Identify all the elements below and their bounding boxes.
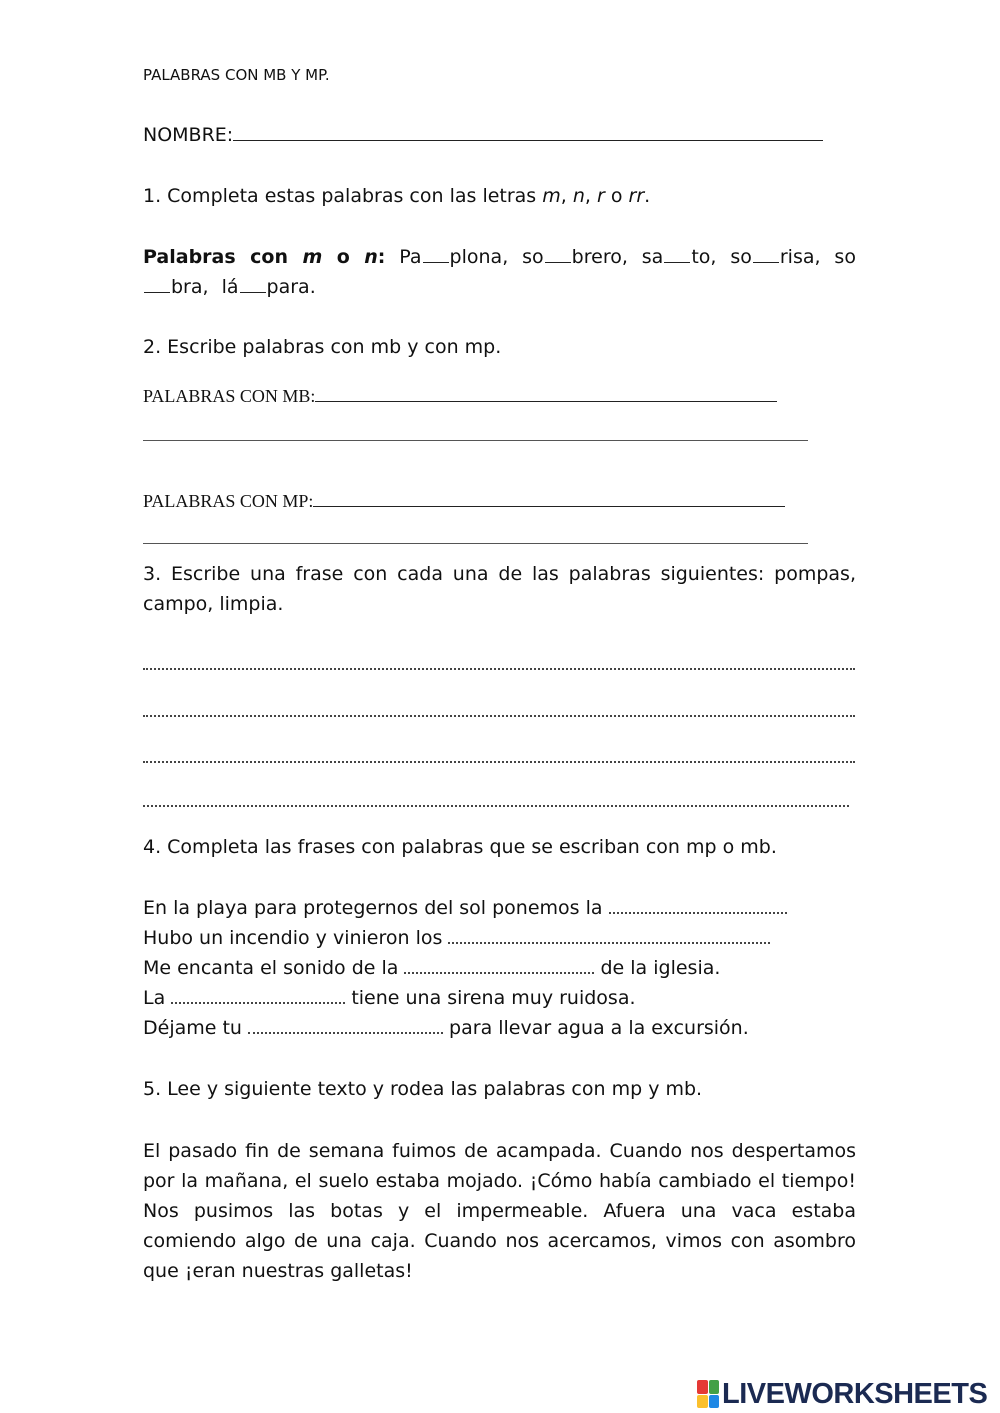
letter-blank[interactable]: [664, 244, 690, 263]
mb-answer-line-1[interactable]: [315, 381, 777, 402]
sentence-text: Déjame tu: [143, 1017, 249, 1039]
reading-text[interactable]: El pasado fin de semana fuimos de acampada. Cuando nos despertamos por la mañana, el suelo estaba mojado. ¡Cómo había cambiado el tiempo! Nos pusimos las botas y el impermeable. Afuera una vaca estaba comiendo algo de una caja. Cuando nos acercamos, vimos con asombro que ¡eran nuestras galletas!: [143, 1140, 856, 1282]
word-prefix: lá: [208, 276, 239, 298]
sentence-text: de la iglesia.: [594, 957, 721, 979]
ex1-instruction-text: 1. Completa estas palabras con las letras: [143, 185, 543, 207]
answer-blank[interactable]: [609, 894, 787, 914]
sentence-line-2[interactable]: [143, 713, 855, 717]
sentence-line-3[interactable]: [143, 759, 855, 763]
ex1-bold-label: Palabras con m o n:: [143, 246, 386, 268]
answer-blank[interactable]: [404, 954, 594, 974]
fill-sentence-4: [143, 983, 636, 1013]
name-field-row: [143, 118, 823, 150]
exercise-1-instruction: [143, 181, 650, 211]
exercise-2-instruction: 2. Escribe palabras con mb y con mp.: [143, 336, 502, 358]
word-prefix: so: [508, 246, 544, 268]
sentence-text: La: [143, 987, 172, 1009]
answer-blank[interactable]: [448, 924, 770, 944]
letter-blank[interactable]: [144, 274, 170, 293]
fill-sentence-5: [143, 1013, 749, 1043]
word-suffix: to,: [691, 246, 717, 268]
liveworksheets-logo: [697, 1378, 987, 1410]
mp-answer-line-2[interactable]: [143, 543, 808, 544]
ex1-letter-m: m: [542, 185, 561, 207]
ex1-sep: ,: [560, 185, 573, 207]
fill-sentence-1: [143, 893, 787, 923]
ex1-sep: ,: [584, 185, 598, 207]
mp-words-row: [143, 486, 785, 516]
ex1-letter-n: n: [572, 185, 585, 207]
word-suffix: para.: [266, 276, 316, 298]
ex1-sep: o: [604, 185, 629, 207]
mp-answer-line-1[interactable]: [313, 486, 785, 507]
liveworksheets-icon: [697, 1380, 719, 1408]
sentence-text: En la playa para protegernos del sol ponemos la: [143, 897, 609, 919]
name-label: NOMBRE:: [143, 124, 234, 146]
ex1-sep: .: [644, 185, 651, 207]
word-prefix: Pa: [385, 246, 422, 268]
ex1-letter-r: r: [597, 185, 605, 207]
word-suffix: plona,: [449, 246, 509, 268]
answer-blank[interactable]: [248, 1014, 443, 1034]
fill-sentence-3: [143, 953, 720, 983]
word-suffix: brero,: [571, 246, 628, 268]
mb-label: PALABRAS CON MB:: [143, 386, 316, 406]
name-input-line[interactable]: [233, 118, 823, 141]
sentence-text: para llevar agua a la excursión.: [443, 1017, 749, 1039]
word-prefix: so: [716, 246, 752, 268]
answer-blank[interactable]: [171, 984, 345, 1004]
letter-blank[interactable]: [545, 244, 571, 263]
letter-blank[interactable]: [240, 274, 266, 293]
word-prefix: sa: [627, 246, 664, 268]
letter-blank[interactable]: [753, 244, 779, 263]
sentence-line-4[interactable]: [143, 803, 849, 807]
exercise-4-instruction: 4. Completa las frases con palabras que se escriban con mp o mb.: [143, 836, 777, 858]
mb-answer-line-2[interactable]: [143, 440, 808, 441]
sentence-text: Hubo un incendio y vinieron los: [143, 927, 449, 949]
fill-sentence-2: [143, 923, 770, 953]
exercise-1-words: [143, 242, 856, 302]
worksheet-title: PALABRAS CON MB Y MP.: [143, 66, 330, 84]
exercise-3-instruction: 3. Escribe una frase con cada una de las palabras siguientes: pompas, campo, limpia.: [143, 563, 856, 615]
exercise-5-instruction: 5. Lee y siguiente texto y rodea las palabras con mp y mb.: [143, 1078, 703, 1100]
mb-words-row: [143, 381, 777, 411]
ex1-letter-rr: rr: [628, 185, 645, 207]
letter-blank[interactable]: [423, 244, 449, 263]
sentence-text: tiene una sirena muy ruidosa.: [345, 987, 636, 1009]
mp-label: PALABRAS CON MP:: [143, 491, 314, 511]
sentence-text: Me encanta el sonido de la: [143, 957, 405, 979]
sentence-line-1[interactable]: [143, 666, 855, 670]
word-suffix: risa,: [779, 246, 821, 268]
logo-wordmark: LIVEWORKSHEETS: [722, 1377, 988, 1410]
word-suffix: bra,: [171, 276, 209, 298]
word-prefix: so: [820, 246, 856, 268]
